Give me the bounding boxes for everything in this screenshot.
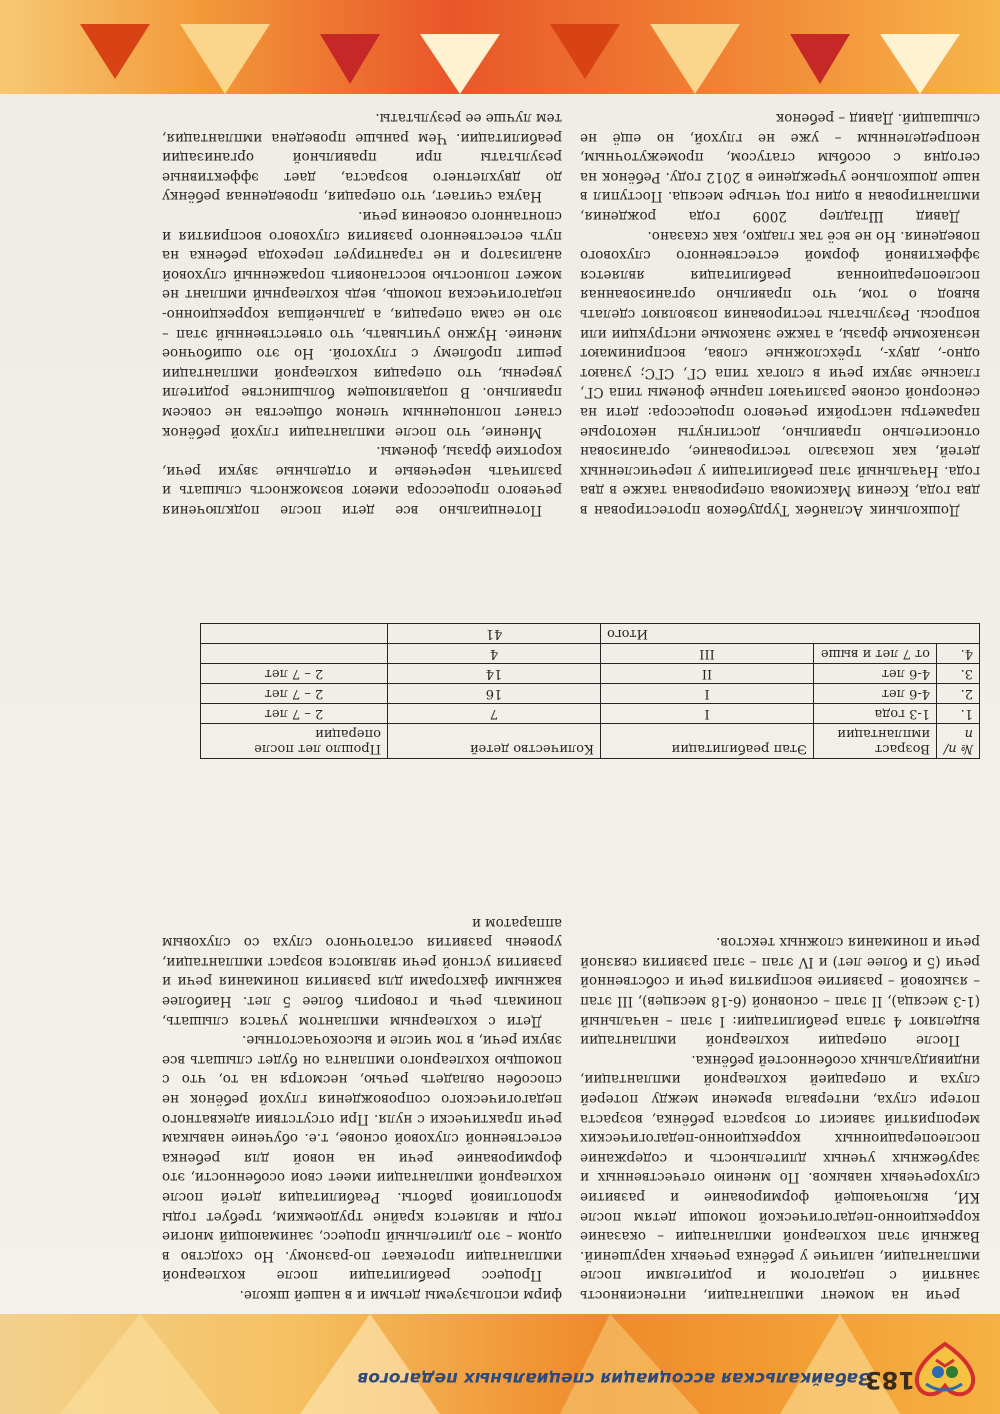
table-cell: 14 bbox=[388, 664, 601, 684]
journal-title: Забайкальская ассоциация специальных педагогов bbox=[357, 1368, 870, 1388]
paragraph: Потенциально все дети после подключения речевого процессора имеют возможность слышать и различать неречевые и отдельные звуки речи, короткие фразы, фонемы. bbox=[162, 443, 562, 518]
table-cell: от 7 лет и выше bbox=[814, 644, 937, 664]
implantation-table bbox=[200, 623, 980, 759]
table-cell: 4. bbox=[937, 644, 980, 664]
table-cell bbox=[201, 624, 388, 644]
table-cell: 2 – 7 лет bbox=[201, 704, 388, 724]
table-cell: I bbox=[601, 684, 814, 704]
table-cell bbox=[201, 644, 388, 664]
table-cell: 1. bbox=[937, 704, 980, 724]
table-cell: 7 bbox=[388, 704, 601, 724]
paragraph: После операции кохлеарной имплантации выделяют 4 этапа реабилитации: I этап – начальный (1-3 месяца), II этап – основной (6-18 месяцев), III этап – языковой – развитие восприятия речи и собственной речи (5 и более лет) и IV этап – этап развития связной речи и понимания сложных текстов. bbox=[580, 934, 980, 1049]
paragraph: Наука считает, что операция, проведенная ребёнку до двухлетнего возраста, дает эффективные результаты при правильной организации реабилитации. Чем раньше проведена имплантация, тем лучше ее результаты. bbox=[162, 110, 562, 205]
total-label: Итого bbox=[601, 624, 980, 644]
paragraph: Процесс реабилитации после кохлеарной имплантации протекает по-разному. Но сходство в одном – это длительный процесс, занимающий многие годы и является крайне трудоемким, требует годы кропотливой работы. Реабилитация детей после кохлеарной имплантации имеет свои особенности, это формирование речи на новой для ребенка естественной слуховой основе, т.е. обучение навыкам речи практически с нуля. При отсутствии адекватного педагогического сопровождения глухой ребёнок не способен овладеть речью, несмотря на то, что с помощью кохлеарного импланта он будет слышать все звуки речи, в том числе и высокочастотные. bbox=[162, 1032, 562, 1284]
page-number: 183 bbox=[864, 1366, 915, 1394]
left-column-bottom bbox=[580, 108, 980, 519]
right-column-top bbox=[162, 912, 562, 1304]
footer-band bbox=[0, 0, 1000, 94]
header-cell: Возраст имплантации bbox=[814, 724, 937, 759]
header-cell: Прошло лет после операции bbox=[201, 724, 388, 759]
table-row bbox=[201, 684, 980, 704]
table-cell: 2. bbox=[937, 684, 980, 704]
table-total-row bbox=[201, 624, 980, 644]
table-cell: 2 – 7 лет bbox=[201, 664, 388, 684]
header-cell: № п/п bbox=[937, 724, 980, 759]
table-cell: 3. bbox=[937, 664, 980, 684]
table-cell: III bbox=[601, 644, 814, 664]
header-band bbox=[0, 1314, 1000, 1414]
paragraph: речи на момент имплантации, интенсивность занятий с педагогом и родителями после имплантации, наличие у ребёнка речевых нарушений. Важный этап кохлеарной имплантации – оказание коррекционно-педагогической помощи детям после КИ, включающей формирование и развитие слухоречевых навыков. По мнению отечественных и зарубежных ученых длительность и содержание послеоперационных коррекционно-педагогических мероприятий зависит от возраста ребёнка, возраста потери слуха, интервала времени между потерей слуха и операцией кохлеарной имплантации, индивидуальных особенностей ребёнка. bbox=[580, 1051, 980, 1303]
right-column-bottom bbox=[162, 108, 562, 519]
table-row bbox=[201, 644, 980, 664]
left-column-top bbox=[580, 932, 980, 1304]
association-heart-logo-icon bbox=[910, 1336, 980, 1406]
paragraph: фирм используемы детьми и в нашей школе. bbox=[239, 1287, 562, 1303]
header-cell: Количество детей bbox=[388, 724, 601, 759]
table-row bbox=[201, 704, 980, 724]
table-cell: 16 bbox=[388, 684, 601, 704]
table-cell: 4-6 лет bbox=[814, 684, 937, 704]
table-row bbox=[201, 664, 980, 684]
table-cell: I bbox=[601, 704, 814, 724]
table-cell: II bbox=[601, 664, 814, 684]
table-cell: 4-6 лет bbox=[814, 664, 937, 684]
table-header-row bbox=[201, 724, 980, 759]
paragraph: Мнение, что после имплантации глухой ребёнок станет полноценным членом общества не совсем правильно. В подавляющем большинстве родители уверены, что операция кохлеарной имплантации решит проблему с глухотой. Но это ошибочное мнение. Нужно учитывать, что ответственный этап – это не сама операция, а дальнейшая коррекционно-педагогическая помощь, ведь кохлеарный имплант не может полностью восстановить пораженный слуховой анализатор и не гарантирует перехода ребенка на путь естественного развития слухового восприятия и спонтанного освоения речи. bbox=[162, 208, 562, 440]
header-cell: Этап реабилитации bbox=[601, 724, 814, 759]
paragraph: Давид Штадлер 2009 года рождения, имплантирован в один год четыре месяца. Поступил в наше дошкольное учреждение в 2012 году. Ребёнок на сегодня с особым статусом, промежуточным, неопределенным – уже не глухой, но ещё не слышащий. Давид – ребенок bbox=[580, 110, 980, 225]
total-value: 41 bbox=[388, 624, 601, 644]
table-cell: 1-3 года bbox=[814, 704, 937, 724]
paragraph: Дошкольник Асланбек Турдубеков протестирован в два года, Ксения Максимова оперирована также в два года. Начальный этап реабилитации у перечисленных детей, как показало тестирование, организован относительно правильно, достигнуты некоторые параметры настройки речевого процессора: дети на сенсорной основе различают парные фонемы типа СГ, гласные звуки речи в слогах типа СГ, СГС; узнают одно-, двух-, трёхсложные слова, воспринимают незнакомые фразы, а также знакомые инструкции или вопросы. Результаты тестирования позволяют сделать вывод о том, что правильно организованная послеоперационная реабилитация является эффективной формой естественного слухового поведения. Но не всё так гладко, как сказано. bbox=[580, 227, 980, 518]
paragraph: Дети с кохлеарным имплантом учатся слышать, понимать речь и говорить более 5 лет. Наиболее важными факторами для развития понимания речи и развития устной речи являются возраст имплантации, уровень развития остаточного слуха со слуховым аппаратом и bbox=[162, 914, 562, 1029]
table-cell: 2 – 7 лет bbox=[201, 684, 388, 704]
table-cell: 4 bbox=[388, 644, 601, 664]
